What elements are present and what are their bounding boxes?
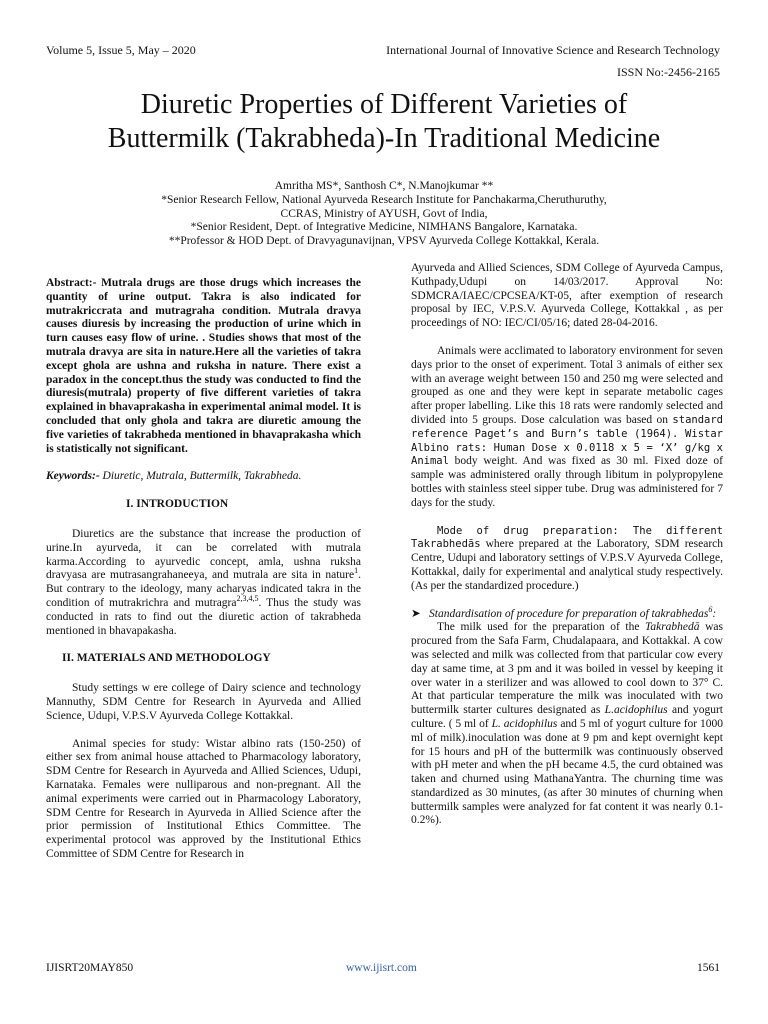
- standardisation-title: [429, 604, 723, 622]
- intro-heading: I. INTRODUCTION: [126, 498, 229, 511]
- drug-prep-heading: Mode of drug preparation: The different Takrabhedās: [411, 524, 723, 551]
- abstract: Abstract:- Mutrala drugs are those drugs which increases the quantity of urine output. Takra is also indicated for mutrakriccrata and mutragraha condition. Mutrala dravya causes diuresis by increasing the production of urine which in turn causes easy flow of urine. . Studies shows that most of the mutrala dravya are sita in nature.Here all the varieties of takra except ghola are ushna and ruksha in nature. There exist a paradox in the concept.thus the study was conducted to find the diuresis(mutrala) property of five different varieties of takra explained in bhavaprakasha in experimental animal model. It is concluded that only ghola and takra are diuretic amoung the five varieties of takrabheda mentioned in bhavaprakasha which is statistically not significant.: [46, 277, 361, 455]
- page-number: 1561: [697, 962, 720, 974]
- author-names: Amritha MS*, Santhosh C*, N.Manojkumar **: [274, 180, 494, 192]
- intro-text-a: Diuretics are the substance that increase the production of urine.In ayurveda, it can be correlated with mutrala karma.According to ayurvedic concept, amla, ushna ruksha dravyasa are mutrasangrahaneeya, and mutrala are sita in nature: [46, 527, 361, 582]
- animals-text-a: Animals were acclimated to laboratory environment for seven days prior to the onset of experiment. Total 3 animals of either sex with an average weight between 150 and 250 mg were selected and grouped as one and they were kept in separate metabolic cages after proper labelling. Like this 18 rats were randomly selected and divided into 5 groups. Dose calculation was based on: [411, 344, 723, 426]
- title-line-1: Diuretic Properties of Different Varieties of: [140, 89, 628, 120]
- affiliation-3: *Senior Resident, Dept. of Integrative Medicine, NIMHANS Bangalore, Karnataka.: [190, 221, 578, 234]
- lacidophilus-term: L.acidophilus: [604, 704, 668, 717]
- milk-text-c: and yogurt culture. ( 5 ml of: [411, 704, 723, 730]
- author-block: [0, 180, 768, 249]
- title-line-2: Buttermilk (Takrabheda)-In Traditional Medicine: [107, 123, 661, 154]
- standardisation-heading: [411, 604, 723, 622]
- arrow-bullet-icon: ➤: [411, 607, 421, 620]
- animals-text-b: body weight. And was fixed as 30 ml. Fixed doze of sample was administered orally through libitum in polypropylene bottles with stainless steel sipper tube. Drug was administered for 7 days for the study.: [411, 455, 723, 509]
- volume-info: Volume 5, Issue 5, May – 2020: [46, 43, 196, 57]
- affiliation-4: **Professor & HOD Dept. of Dravyagunavijnan, VPSV Ayurveda College Kottakkal, Kerala.: [168, 235, 600, 248]
- methods-paragraph-2: Animal species for study: Wistar albino rats (150-250) of either sex from animal house attached to Pharmacology laboratory, SDM Centre for Research in Ayurveda and Allied Sciences, Udupi, Karnataka. Females were nulliparous and non-pregnant. All the animal experiments were carried out in Pharmacology Laboratory, SDM Centre for Research in Ayurveda in Allied Science after the prior permission of Institutional Ethics Committee. The experimental protocol was approved by the Institutional Ethics Committee of SDM Centre for Research in: [46, 737, 361, 860]
- keywords-text: Diuretic, Mutrala, Buttermilk, Takrabheda.: [99, 470, 302, 483]
- journal-website-link[interactable]: www.ijisrt.com: [346, 962, 417, 974]
- milk-text-a: The milk used for the preparation of the: [437, 621, 646, 634]
- milk-text-b: was procured from the Safa Farm, Chudalapaara, and Kottakkal. A cow was selected and milk was collected from that particular cow every day at same time, at 3 pm and it was boiled in vessel by keeping it over water in a sterilizer and was allowed to cool down to 37° C. At that particular temperature the milk was inoculated with two buttermilk starter cultures designated as: [411, 621, 723, 717]
- intro-text-c: . Thus the study was conducted in rats to find out the diuretic action of takrabheda mentioned in bhavapakasha.: [46, 596, 361, 637]
- keywords: [46, 470, 361, 484]
- citation-1: 1: [354, 566, 359, 576]
- intro-paragraph: [46, 528, 361, 638]
- keywords-label: Keywords:-: [46, 470, 100, 483]
- article-id: IJISRT20MAY850: [46, 962, 134, 974]
- drug-prep-paragraph: [411, 525, 723, 594]
- dose-formula: standard reference Paget’s and Burn’s table (1964). Wistar Albino rats: Human Dose x 0.0118 x 5 = ‘X’ g/kg x Animal: [411, 413, 723, 468]
- right-column: [411, 262, 723, 828]
- milk-text-d: and 5 ml of yogurt culture for 1000 ml of milk).inoculation was done at 9 pm and kept overnight kept for 15 hours and pH of the buttermilk was continuously observed with pH meter and when the pH became 4.5, the curd obtained was taken and churned using MathanaYantra. The churning time was standardized as 30 minutes, (as after 30 minutes of churning when buttermilk samples were analyzed for fat content it was nearly 0.1-0.2%).: [411, 717, 724, 827]
- standardisation-colon: :: [712, 607, 717, 620]
- left-column: [46, 277, 361, 862]
- paper-title: [0, 88, 768, 156]
- journal-name: International Journal of Innovative Science and Research Technology: [386, 43, 720, 57]
- citation-6: 6: [708, 604, 713, 614]
- animals-paragraph: [411, 345, 723, 511]
- methods-heading: II. MATERIALS AND METHODOLOGY: [62, 652, 271, 665]
- standardisation-text: Standardisation of procedure for preparation of takrabhedas: [429, 607, 709, 620]
- issn: ISSN No:-2456-2165: [616, 65, 720, 79]
- drug-prep-text: where prepared at the Laboratory, SDM research Centre, Udupi and laboratory settings of V.P.S.V Ayurveda College, Kottakkal, daily for experimental and analytical study respectively. (As per the standardized procedure.): [411, 538, 723, 592]
- affiliation-1: *Senior Research Fellow, National Ayurveda Research Institute for Panchakarma,Cheruthuruthy,: [161, 193, 607, 206]
- methods-paragraph-1: Study settings w ere college of Dairy science and technology Mannuthy, SDM Centre for Research in Ayurveda and Allied Science, Udupi, V.P.S.V Ayurveda College Kottakkal.: [46, 682, 361, 722]
- ethics-paragraph: Ayurveda and Allied Sciences, SDM College of Ayurveda Campus, Kuthpady,Udupi on 14/03/2017. Approval No: SDMCRA/IAEC/CPCSEA/KT-05, after exemption of research proposal by IEC, V.P.S.V. Ayurveda College, Kottakkal , as per proceedings of NO: IEC/CI/05/16; dated 28-04-2016.: [411, 262, 723, 330]
- lacidophilus-term-2: L. acidophilus: [491, 717, 558, 730]
- intro-text-b: . But contrary to the ideology, many acharyas indicated takra in the condition of mutrakrichra and mutragra: [46, 569, 361, 609]
- milk-paragraph: [411, 621, 723, 828]
- takrabheda-term: Takrabhedā: [645, 621, 700, 634]
- citation-2-5: 2,3,4,5: [236, 594, 259, 604]
- affiliation-2: CCRAS, Ministry of AYUSH, Govt of India,: [280, 207, 488, 220]
